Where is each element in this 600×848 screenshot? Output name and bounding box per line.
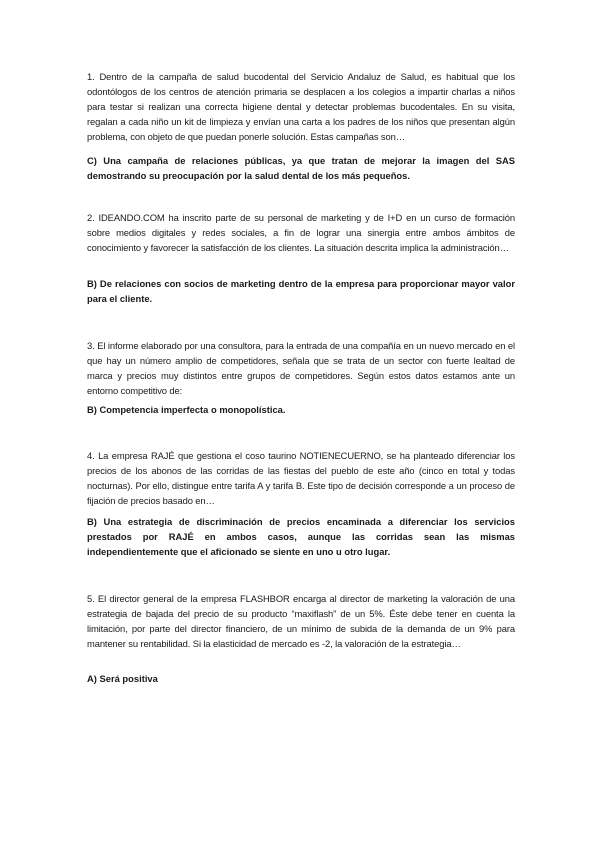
question-4-text: 4. La empresa RAJÉ que gestiona el coso taurino NOTIENECUERNO, se ha planteado diferenciar los precios de los abonos de las corridas de las fiestas del pueblo de este año (cinco en total y todas nocturnas). Por ello, distingue entre tarifa A y tarifa B. Este tipo de decisión corresponde a un proceso de fijación de precios basado en…: [87, 450, 515, 506]
question-4-answer: B) Una estrategia de discriminación de precios encaminada a diferenciar los servicios prestados por RAJÉ en ambos casos, aunque las corridas sean las mismas independientemente que el aficionado se siente en uno u otro lugar.: [87, 516, 515, 557]
question-2-text: 2. IDEANDO.COM ha inscrito parte de su personal de marketing y de I+D en un curso de formación sobre medios digitales y redes sociales, a fin de lograr una sinergia entre ambos ámbitos de conocimiento y favorecer la satisfacción de los clientes. La situación descrita implica la administración…: [87, 212, 515, 253]
question-5-answer: A) Será positiva: [87, 673, 158, 684]
question-2-answer: B) De relaciones con socios de marketing dentro de la empresa para proporcionar mayor valor para el cliente.: [87, 278, 515, 304]
question-5-text: 5. El director general de la empresa FLASHBOR encarga al director de marketing la valoración de una estrategia de bajada del precio de su producto “maxiflash” de un 5%. Éste debe tener en cuenta la limitación, por parte del director financiero, de un mínimo de subida de la demanda de un 9% para mantener su rentabilidad. Si la elasticidad de mercado es -2, la valoración de la estrategia…: [87, 593, 515, 649]
question-3-answer: B) Competencia imperfecta o monopolística.: [87, 404, 286, 415]
question-1-text: 1. Dentro de la campaña de salud bucodental del Servicio Andaluz de Salud, es habitual que los odontólogos de los centros de atención primaria se desplacen a los colegios a impartir charlas a niños para testar si realizan una correcta higiene dental y detectar problemas bucodentales. En su visita, regalan a cada niño un kit de limpieza y envían una carta a los padres de los niños que presentan algún problema, con objeto de que puedan ponerle solución. Estas campañas son…: [87, 71, 515, 142]
question-3-text: 3. El informe elaborado por una consultora, para la entrada de una compañía en un nuevo mercado en el que hay un número amplio de competidores, señala que se trata de un sector con fuerte lealtad de marca y precios muy distintos entre grupos de competidores. Según estos datos estamos ante un entorno competitivo de:: [87, 340, 515, 396]
question-1-answer: C) Una campaña de relaciones públicas, ya que tratan de mejorar la imagen del SAS demostrando su preocupación por la salud dental de los más pequeños.: [87, 155, 515, 181]
